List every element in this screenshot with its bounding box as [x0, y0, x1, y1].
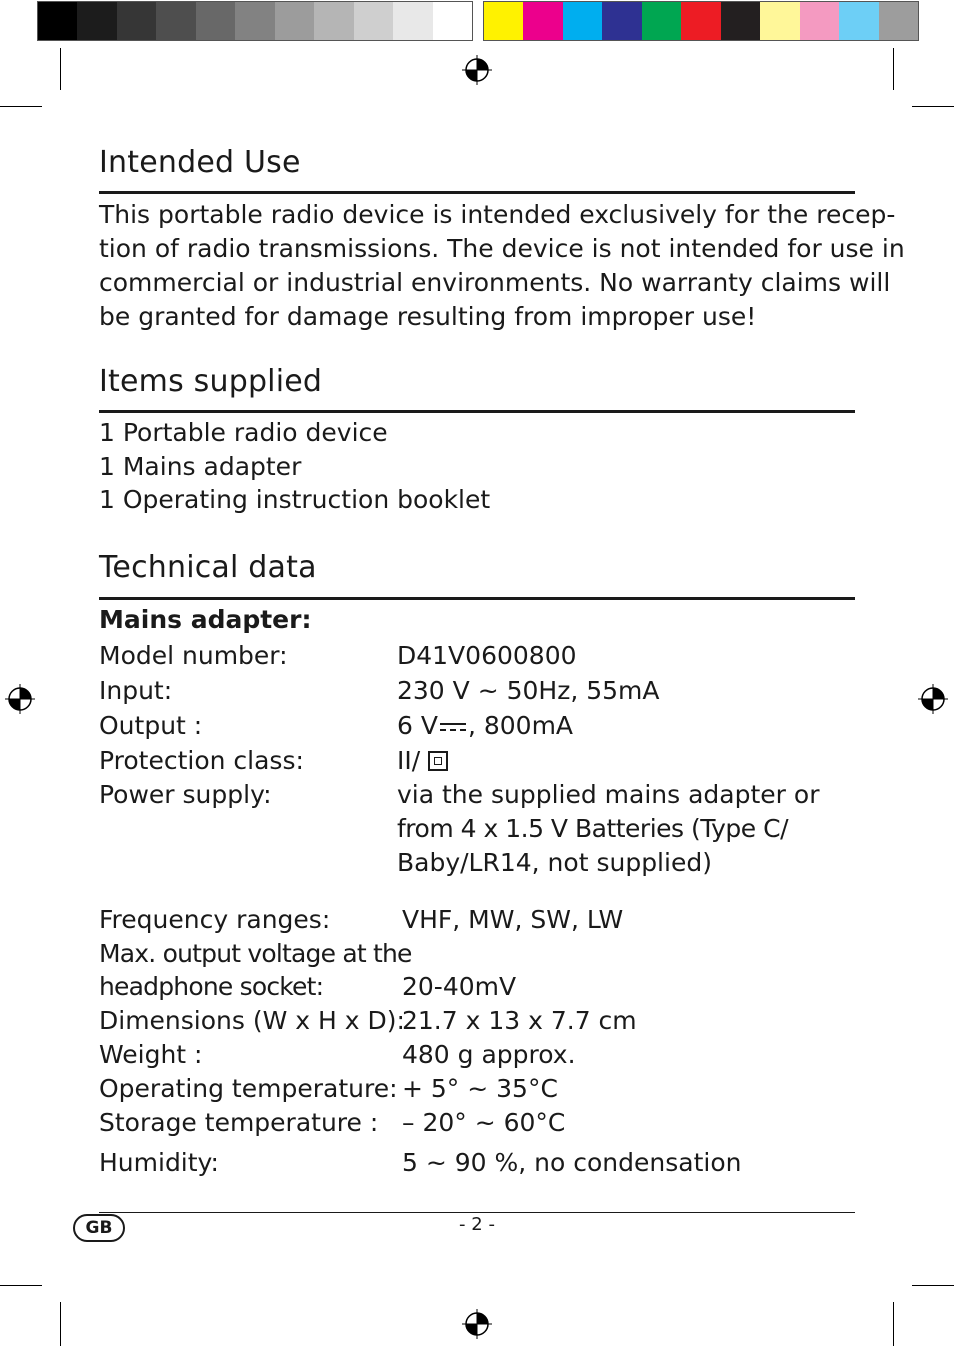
- power-supply-line: from 4 x 1.5 V Batteries (Type C/: [397, 814, 789, 843]
- humidity-label: Humidity:: [99, 1148, 219, 1177]
- gray-swatch: [196, 2, 235, 40]
- crop-mark-top-right: [893, 48, 894, 90]
- list-item: 1 Mains adapter: [99, 452, 302, 481]
- humidity-value: 5 ~ 90 %, no condensation: [402, 1148, 742, 1177]
- technical-data-heading: Technical data: [99, 550, 317, 585]
- items-supplied-heading: Items supplied: [99, 364, 323, 399]
- input-value: 230 V ~ 50Hz, 55mA: [397, 676, 660, 705]
- output-value: [397, 711, 573, 740]
- crop-mark-top-left-h: [0, 106, 42, 107]
- registration-mark-bottom-icon: [462, 1309, 492, 1339]
- intended-use-line: This portable radio device is intended exclusively for the recep-: [99, 200, 896, 229]
- intended-use-line: be granted for damage resulting from improper use!: [99, 302, 757, 331]
- list-item: 1 Portable radio device: [99, 418, 388, 447]
- input-label: Input:: [99, 676, 173, 705]
- intended-use-line: tion of radio transmissions. The device is not intended for use in: [99, 234, 905, 263]
- mains-adapter-subheading: Mains adapter:: [99, 605, 312, 634]
- weight-value: 480 g approx.: [402, 1040, 576, 1069]
- country-badge: GB: [73, 1214, 125, 1242]
- color-swatch: [563, 2, 602, 40]
- footer-rule: [99, 1212, 855, 1213]
- crop-mark-top-left: [60, 48, 61, 90]
- technical-data-rule: [99, 597, 855, 600]
- color-swatch: [642, 2, 681, 40]
- color-swatch: [800, 2, 839, 40]
- gray-swatch: [393, 2, 432, 40]
- color-swatch: [484, 2, 523, 40]
- grayscale-calibration-bar: [37, 1, 473, 41]
- gray-swatch: [433, 2, 472, 40]
- frequency-ranges-value: VHF, MW, SW, LW: [402, 905, 624, 934]
- storage-temperature-label: Storage temperature :: [99, 1108, 379, 1137]
- intended-use-heading: Intended Use: [99, 145, 301, 180]
- intended-use-paragraph: [99, 198, 905, 334]
- color-calibration-bar: [483, 1, 919, 41]
- color-swatch: [523, 2, 562, 40]
- crop-mark-bottom-right-h: [912, 1285, 954, 1286]
- gray-swatch: [235, 2, 274, 40]
- color-swatch: [602, 2, 641, 40]
- model-number-value: D41V0600800: [397, 641, 577, 670]
- operating-temperature-value: + 5° ~ 35°C: [402, 1074, 558, 1103]
- intended-use-rule: [99, 191, 855, 194]
- color-swatch: [760, 2, 799, 40]
- color-swatch: [721, 2, 760, 40]
- protection-class-value: [397, 746, 448, 775]
- weight-label: Weight :: [99, 1040, 203, 1069]
- model-number-label: Model number:: [99, 641, 288, 670]
- dimensions-value: 21.7 x 13 x 7.7 cm: [402, 1006, 637, 1035]
- registration-mark-left-icon: [5, 684, 35, 714]
- operating-temperature-label: Operating temperature:: [99, 1074, 398, 1103]
- frequency-ranges-label: Frequency ranges:: [99, 905, 331, 934]
- power-supply-line: Baby/LR14, not supplied): [397, 848, 712, 877]
- gray-swatch: [156, 2, 195, 40]
- registration-mark-right-icon: [918, 684, 948, 714]
- max-output-label: Max. output voltage at the: [99, 939, 412, 968]
- output-label: Output :: [99, 711, 203, 740]
- dimensions-label: Dimensions (W x H x D):: [99, 1006, 405, 1035]
- gray-swatch: [38, 2, 77, 40]
- page-number: - 2 -: [459, 1214, 495, 1235]
- items-supplied-rule: [99, 410, 855, 413]
- direct-current-icon: [440, 722, 466, 732]
- gray-swatch: [314, 2, 353, 40]
- gray-swatch: [354, 2, 393, 40]
- output-current: , 800mA: [467, 711, 574, 740]
- storage-temperature-value: – 20° ~ 60°C: [402, 1108, 566, 1137]
- gray-swatch: [275, 2, 314, 40]
- power-supply-line: via the supplied mains adapter or: [397, 780, 820, 809]
- gray-swatch: [117, 2, 156, 40]
- power-supply-label: Power supply:: [99, 780, 272, 809]
- max-output-value: 20-40mV: [402, 972, 517, 1001]
- color-swatch: [681, 2, 720, 40]
- gray-swatch: [77, 2, 116, 40]
- crop-mark-bottom-right: [893, 1302, 894, 1346]
- headphone-socket-label: headphone socket:: [99, 972, 324, 1001]
- crop-mark-bottom-left-h: [0, 1285, 42, 1286]
- protection-class-label: Protection class:: [99, 746, 304, 775]
- protection-class-ii-icon: [428, 751, 448, 771]
- color-swatch: [839, 2, 878, 40]
- intended-use-line: commercial or industrial environments. No warranty claims will: [99, 268, 891, 297]
- crop-mark-bottom-left: [60, 1302, 61, 1346]
- registration-mark-top-icon: [462, 55, 492, 85]
- output-voltage: 6 V: [397, 711, 438, 740]
- list-item: 1 Operating instruction booklet: [99, 485, 491, 514]
- crop-mark-top-right-h: [912, 106, 954, 107]
- protection-class-text: II/: [397, 746, 421, 775]
- color-swatch: [879, 2, 918, 40]
